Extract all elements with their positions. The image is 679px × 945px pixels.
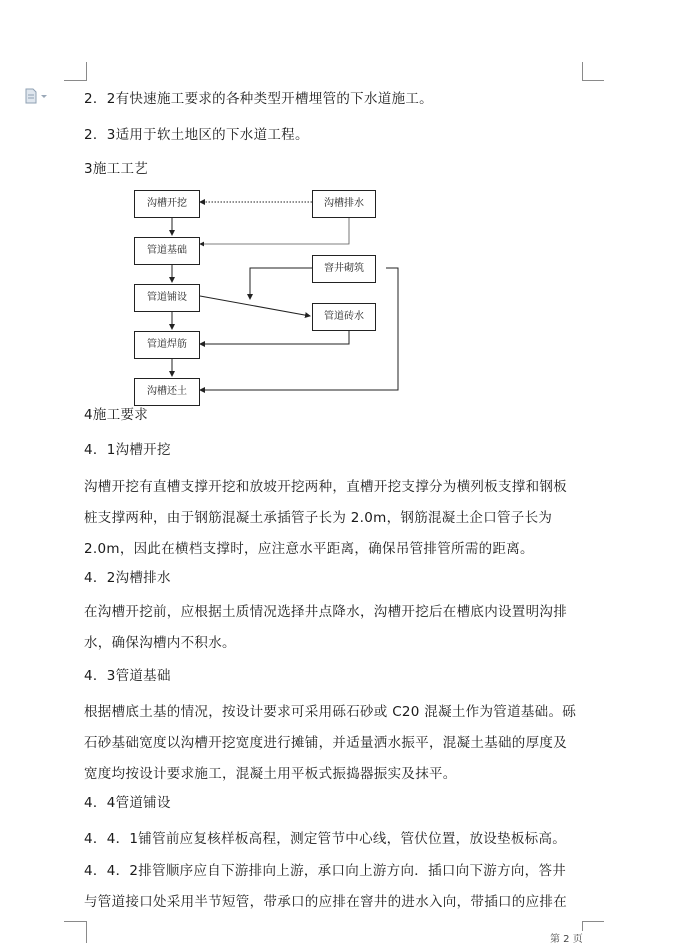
- subsection-heading: 4．4管道铺设: [84, 795, 171, 811]
- document-icon[interactable]: [24, 88, 50, 104]
- process-flowchart: [128, 184, 418, 408]
- paragraph-4-2: [84, 597, 590, 659]
- section-heading: 3施工工艺: [84, 161, 149, 177]
- flow-box-trench-backfill: 沟槽还土: [134, 378, 200, 406]
- paragraph-line: 根据槽底土基的情况，按设计要求可采用砾石砂或 C20 混凝土作为管道基础。砾: [84, 704, 577, 720]
- flow-box-pipe-welding: 管道焊筋: [134, 331, 200, 359]
- flow-box-pipe-laying: 管道铺设: [134, 284, 200, 312]
- paragraph-line: 桩支撑两种，由于钢筋混凝土承插管子长为 2.0m，钢筋混凝土企口管子长为: [84, 510, 553, 526]
- text-line: 4．4．1铺管前应复核样板高程，测定管节中心线，管伏位置，放设垫板标高。: [84, 831, 567, 847]
- paragraph-line: 与管道接口处采用半节短管，带承口的应排在窨井的进水入向，带插口的应排在: [84, 894, 567, 910]
- flow-box-manhole-masonry: 窨井砌筑: [312, 255, 376, 283]
- flow-box-trench-drainage: 沟槽排水: [312, 190, 376, 218]
- flow-box-trench-excavation: 沟槽开挖: [134, 190, 200, 218]
- subsection-heading: 4．1沟槽开挖: [84, 442, 171, 458]
- subsection-heading: 4．2沟槽排水: [84, 570, 171, 586]
- text-line: 2．2有快速施工要求的各种类型开槽埋管的下水道施工。: [84, 91, 433, 107]
- page-number: 第 2 页: [550, 934, 583, 945]
- paragraph-line: 宽度均按设计要求施工，混凝土用平板式振捣器振实及抹平。: [84, 766, 457, 782]
- paragraph-line: 2.0m，因此在横档支撑时，应注意水平距离，确保吊管排管所需的距离。: [84, 541, 534, 557]
- paragraph-4-4-2: [84, 856, 590, 918]
- paragraph-line: 石砂基础宽度以沟槽开挖宽度进行摊铺，并适量洒水振平，混凝土基础的厚度及: [84, 735, 567, 751]
- paragraph-4-1: [84, 472, 590, 565]
- flow-box-pipe-foundation: 管道基础: [134, 237, 200, 265]
- paragraph-line: 水，确保沟槽内不积水。: [84, 635, 236, 651]
- paragraph-4-3: [84, 697, 590, 790]
- paragraph-line: 在沟槽开挖前，应根据土质情况选择井点降水，沟槽开挖后在槽底内设置明沟排: [84, 604, 567, 620]
- subsection-heading: 4．3管道基础: [84, 668, 171, 684]
- section-heading: 4施工要求: [84, 407, 149, 423]
- text-line: 2．3适用于软土地区的下水道工程。: [84, 127, 309, 143]
- paragraph-line: 4．4．2排管顺序应自下游排向上游，承口向上游方向．插口向下游方向，答井: [84, 863, 567, 879]
- paragraph-line: 沟槽开挖有直槽支撑开挖和放坡开挖两种，直槽开挖支撑分为横列板支撑和钢板: [84, 479, 567, 495]
- flow-box-pipe-water-test: 管道砖水: [312, 303, 376, 331]
